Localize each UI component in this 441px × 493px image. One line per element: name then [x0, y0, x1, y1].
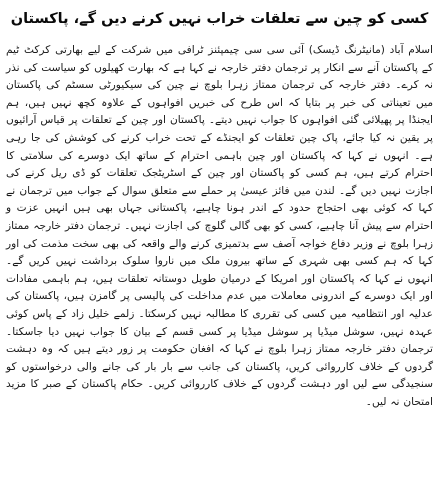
article-body: اسلام آباد (مانیٹرنگ ڈیسک) آئی سی سی چیمپئنز ٹرافی میں شرکت کے لیے بھارتی کرکٹ ٹیم کے پاکستان آنے سے انکار پر ترجمان دفتر خارجہ نے کہا ہے کہ بھارت کھیلوں کو سیاست کی نذر نہ کرے۔ دفتر خارجہ کی ترجمان ممتاز زہرا بلوچ نے چین کی سیکیورٹی سسٹم کی پاکستان میں تعیناتی کی خبر پر بتایا کہ اس طرح کی خبریں افواہوں کے علاوہ کچھ نہیں ہیں، ہم ایجنڈا پر پھیلائی گئی افواہوں کا جواب نہیں دیتے۔ پاکستان اور چین کے تعلقات پر قیاس آرائیوں پر یقین نہ کیا جائے، پاک چین تعلقات کو ایجنڈے کے تحت خراب کرنے کی کوشش کی جا رہی ہے۔ انہوں نے کہا کہ پاکستان اور چین باہمی احترام کے ساتھ ایک دوسرے کی سلامتی کا احترام کرتے ہیں، ہم کسی کو پاکستان اور چین کے اسٹریٹجک تعلقات کو ڈی ریل کرنے کی اجازت نہیں دیں گے۔ لندن میں فائز عیسیٰ پر حملے سے متعلق سوال کے جواب میں ترجمان نے کہا کہ کوئی بھی احتجاج حدود کے اندر ہونا چاہیے، پاکستانی جہاں بھی ہیں انہیں عزت و احترام سے پیش آنا چاہیے، کسی کو بھی گالی گلوچ کی اجازت نہیں۔ ترجمان دفتر خارجہ ممتاز زہرا بلوچ نے وزیر دفاع خواجہ آصف سے بدتمیزی کرنے والے واقعہ کی بھی سخت مذمت کی اور کہا کہ ہم کسی بھی شہری کے ساتھ بیرون ملک میں ناروا سلوک برداشت نہیں کریں گے۔ انہوں نے کہا کہ پاکستان اور امریکا کے درمیان طویل دوستانہ تعلقات ہیں، ہم باہمی مفادات اور ایک دوسرے کے اندرونی معاملات میں عدم مداخلت کی پالیسی پر گامزن ہیں، پاکستان کی عدلیہ اور انتظامیہ میں کسی کی تقرری کا مطالبہ نہیں کرسکتا۔ زلمے خلیل زاد کے پاس کوئی عہدہ نہیں، سوشل میڈیا پر سوشل میڈیا پر کسی قسم کے بیان کا جواب نہیں دیا جاسکتا۔ ترجمان دفتر خارجہ ممتاز زہرا بلوچ نے کہا کہ افغان حکومت پر زور دیتے ہیں کہ وہ دہشت گردوں کے خلاف کارروائی کریں، پاکستان کی جانب سے بار بار کی جانے والی درخواستوں کو سنجیدگی سے لیں اور دہشت گردوں کے خلاف کارروائی کریں۔ حکام پاکستان کے صبر کا مزید امتحان نہ لیں۔	[6, 44, 433, 408]
headline: کسی کو چین سے تعلقات خراب نہیں کرنے دیں گے، پاکستان	[10, 11, 429, 27]
